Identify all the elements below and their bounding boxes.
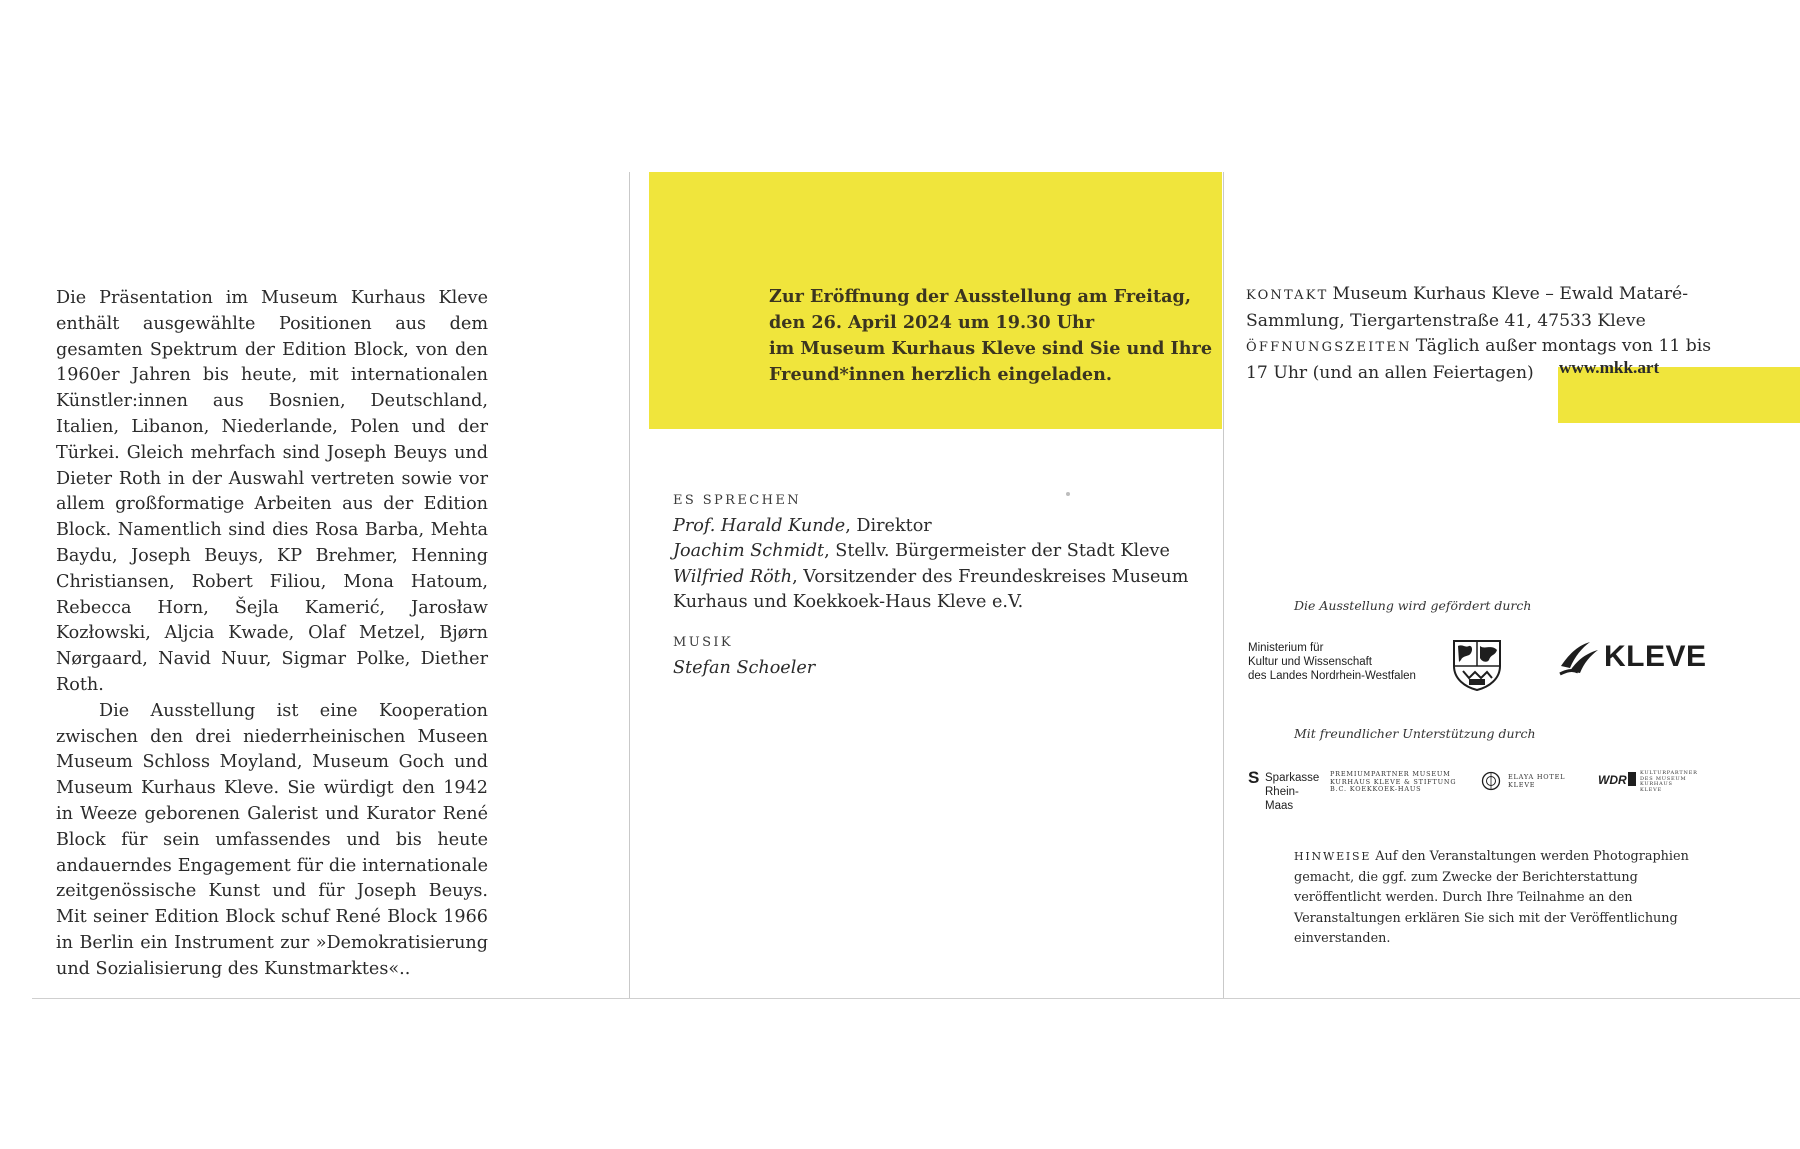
contact-label: KONTAKT [1246,288,1329,303]
speakers-section [673,488,1193,616]
ministry-line-1: Ministerium für [1248,642,1324,654]
wdr-bars-icon [1628,772,1636,786]
fold-line-right [1223,172,1224,998]
speaker-3-role: , Vorsitzender des Freundeskreises Museum [792,566,1189,587]
invitation-line-1: Zur Eröffnung der Ausstellung am Freitag, [769,286,1191,307]
contact-line-1: Museum Kurhaus Kleve – Ewald Mataré- [1332,284,1689,304]
speaker-1-name: Prof. Harald Kunde [673,515,846,536]
elaya-emblem-icon [1481,771,1501,795]
website-link[interactable]: www.mkk.art [1559,358,1660,377]
wdr-wordmark: WDR [1598,773,1627,787]
ministry-logo-text [1248,641,1416,683]
description-paragraph-1: Die Präsentation im Museum Kurhaus Kleve enthält ausgewählte Positionen aus dem gesamten Spektrum der Edition Block, von den 1960er Jahren bis heute, mit internationalen Künstler:innen aus Bosnien, Deutschland, Italien, Libanon, Niederlande, Polen und der Türkei. Gleich mehrfach sind Joseph Beuys und Dieter Roth in der Auswahl vertreten sowie vor allem großformatige Arbeiten aus der Edition Block. Namentlich sind dies Rosa Barba, Mehta Baydu, Joseph Beuys, KP Brehmer, Henning Christiansen, Robert Filiou, Mona Hatoum, Rebecca Horn, Šejla Kamerić, Jarosław Kozłowski, Aljcia Kwade, Olaf Metzel, Bjørn Nørgaard, Navid Nuur, Sigmar Polke, Diether Roth. [56,288,488,695]
speaker-1-role: , Direktor [845,515,932,536]
music-name: Stefan Schoeler [673,657,816,678]
ministry-line-2: Kultur und Wissenschaft [1248,656,1373,668]
invitation-line-3: im Museum Kurhaus Kleve sind Sie und Ihre [769,338,1213,359]
premium-line-2: KURHAUS KLEVE & STIFTUNG [1330,777,1457,786]
music-section [673,630,815,681]
wdr-small-line-2: DES MUSEUM KURHAUS [1640,775,1687,787]
contact-line-2: Sammlung, Tiergartenstraße 41, 47533 Kleve [1246,310,1646,331]
invitation-line-4: Freund*innen herzlich eingeladen. [769,364,1113,385]
support-credit: Mit freundlicher Unterstützung durch [1294,726,1536,741]
sparkasse-line-2: Rhein-Maas [1265,786,1299,812]
elaya-line-1: ELAYA HOTEL [1508,773,1566,781]
notes-label: HINWEISE [1294,850,1372,863]
wdr-small-line-3: KLEVE [1640,786,1662,793]
invitation-line-2: den 26. April 2024 um 19.30 Uhr [769,312,1095,333]
nrw-coat-of-arms-icon [1451,638,1503,692]
funding-credit: Die Ausstellung wird gefördert durch [1294,598,1532,613]
speaker-3-name: Wilfried Röth [673,566,793,587]
hours-label: ÖFFNUNGSZEITEN [1246,340,1412,355]
hours-line-2: 17 Uhr (und an allen Feiertagen) [1246,362,1534,383]
premium-line-3: B.C. KOEKKOEK-HAUS [1330,785,1422,793]
invitation-text [769,284,1213,388]
music-label: MUSIK [673,635,734,650]
speaker-2-name: Joachim Schmidt [673,541,825,561]
speakers-label: ES SPRECHEN [673,493,802,508]
bottom-edge [32,998,1800,999]
speaker-3-role-cont: Kurhaus und Koekkoek-Haus Kleve e.V. [673,592,1024,612]
notes-section [1294,847,1694,950]
speaker-3 [673,565,1193,591]
exhibition-description [56,286,488,983]
premium-line-1: PREMIUMPARTNER MUSEUM [1330,770,1451,778]
ministry-line-3: des Landes Nordrhein-Westfalen [1248,670,1416,682]
kleve-swoosh-icon [1558,638,1600,680]
notes-text: Auf den Veranstaltungen werden Photographien gemacht, die ggf. zum Zwecke der Berichterstattung veröffentlicht werden. Durch Ihre Teilnahme an den Veranstaltungen erklären Sie sich mit der Veröffentlichung einverstanden. [1294,849,1689,946]
elaya-line-2: KLEVE [1508,780,1536,789]
hours-line-1: Täglich außer montags von 11 bis [1415,336,1712,356]
sparkasse-s-icon: S [1248,768,1260,787]
speaker-2-role: , Stellv. Bürgermeister der Stadt Kleve [824,541,1170,561]
description-paragraph-2: Die Ausstellung ist eine Kooperation zwischen den drei niederrheinischen Museen Museum Schloss Moyland, Museum Goch und Museum Kurhaus Kleve. Sie würdigt den 1942 in Weeze geborenen Galerist und Kurator René Block für sein umfassendes und bis heute andauerndes Engagement für die internationale zeitgenössische Kunst und für Joseph Beuys. Mit seiner Edition Block schuf René Block 1966 in Berlin ein Instrument zur »Demokratisierung und Sozialisierung des Kunstmarktes«.. [56,700,488,979]
fold-line-left [629,172,630,998]
speaker-1 [673,514,1193,540]
paper-speck [1066,492,1070,496]
premium-partner-logo [1330,771,1460,794]
wdr-small-line-1: KULTURPARTNER [1640,770,1698,776]
kleve-logo-text: KLEVE [1604,640,1707,673]
sparkasse-line-1: Sparkasse [1265,772,1320,784]
speaker-2 [673,539,1193,565]
